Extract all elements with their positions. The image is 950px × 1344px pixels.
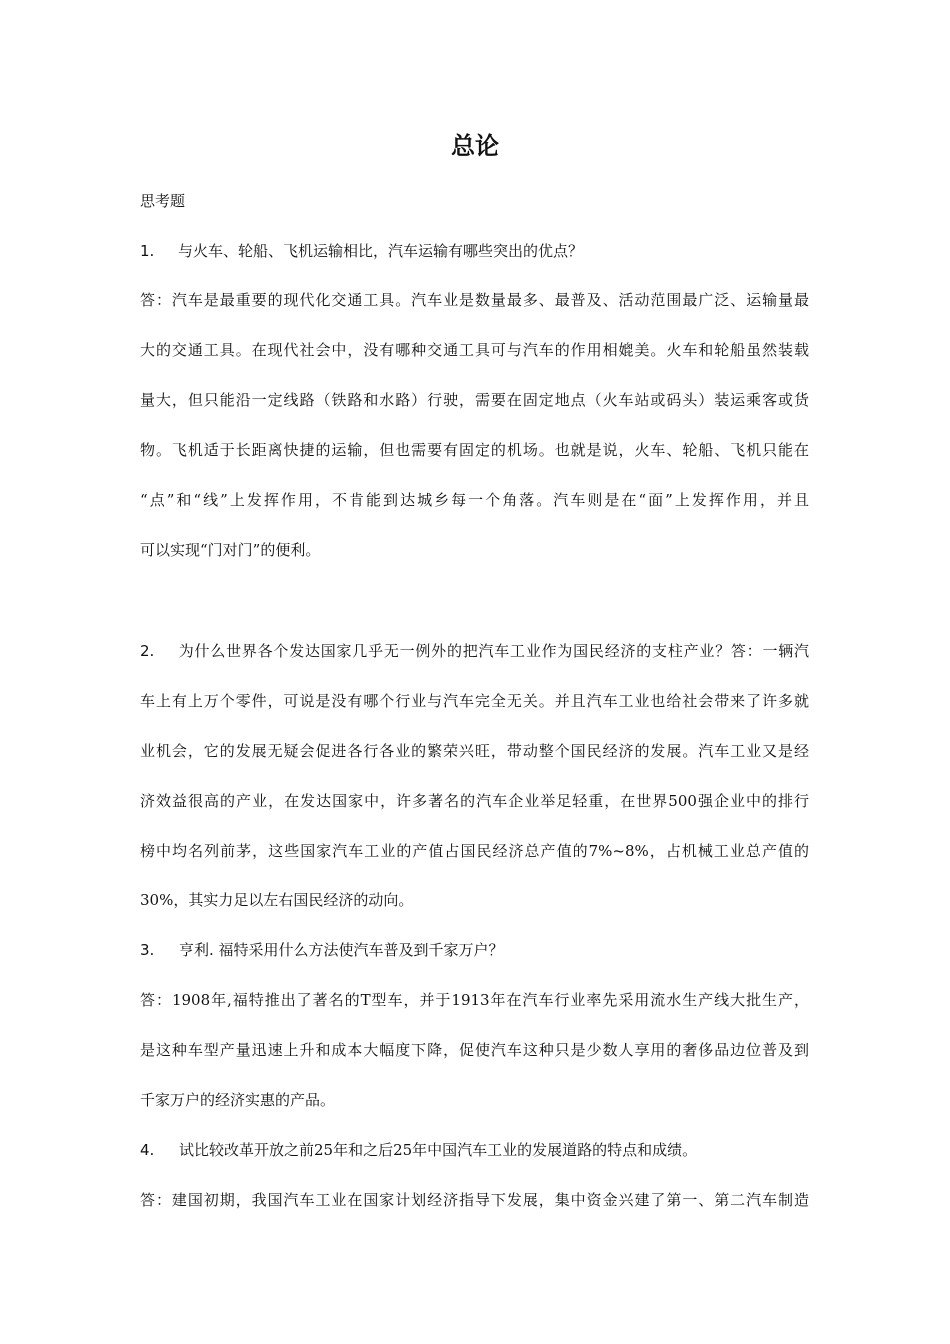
question-3-number: 3. [140, 941, 155, 959]
answer-2-line: 榜中均名列前茅，这些国家汽车工业的产值占国民经济总产值的7%~8%，占机械工业总产值的 [140, 842, 809, 860]
question-4-text: 试比较改革开放之前25年和之后25年中国汽车工业的发展道路的特点和成绩。 [179, 1141, 698, 1159]
answer-1-line: 大的交通工具。在现代社会中，没有哪种交通工具可与汽车的作用相媲美。火车和轮船虽然装载 [140, 341, 809, 359]
question-3 [140, 940, 504, 960]
answer-1-line: 可以实现“门对门”的便利。 [140, 541, 321, 559]
answer-1-line: 量大，但只能沿一定线路（铁路和水路）行驶，需要在固定地点（火车站或码头）装运乘客或货 [140, 391, 809, 409]
answer-1-line: 答：汽车是最重要的现代化交通工具。汽车业是数量最多、最普及、活动范围最广泛、运输量最 [140, 291, 809, 309]
question-3-text: 亨利. 福特采用什么方法使汽车普及到千家万户？ [179, 941, 504, 959]
question-1 [140, 241, 583, 261]
answer-2-line: 济效益很高的产业，在发达国家中，许多著名的汽车企业举足轻重，在世界500强企业中的排行 [140, 792, 809, 810]
answer-4-line: 答：建国初期，我国汽车工业在国家计划经济指导下发展，集中资金兴建了第一、第二汽车制造 [140, 1191, 809, 1209]
page-title: 总论 [451, 132, 499, 160]
question-2 [140, 641, 809, 661]
question-2-number: 2. [140, 642, 155, 660]
answer-3-line: 答：1908年,福特推出了著名的T型车，并于1913年在汽车行业率先采用流水生产线大批生产， [140, 991, 809, 1009]
question-2-text: 为什么世界各个发达国家几乎无一例外的把汽车工业作为国民经济的支柱产业？答：一辆汽 [178, 642, 809, 660]
answer-2-line: 业机会，它的发展无疑会促进各行各业的繁荣兴旺，带动整个国民经济的发展。汽车工业又是经 [140, 742, 809, 760]
question-4 [140, 1140, 697, 1160]
answer-2-line: 车上有上万个零件，可说是没有哪个行业与汽车完全无关。并且汽车工业也给社会带来了许多就 [140, 692, 809, 710]
section-subtitle: 思考题 [140, 192, 186, 210]
question-4-number: 4. [140, 1141, 155, 1159]
question-1-number: 1. [140, 242, 155, 260]
answer-3-line: 是这种车型产量迅速上升和成本大幅度下降，促使汽车这种只是少数人享用的奢侈品边位普及到 [140, 1041, 809, 1059]
answer-3-line: 千家万户的经济实惠的产品。 [140, 1091, 336, 1109]
answer-2-line: 30%，其实力足以左右国民经济的动向。 [140, 891, 414, 909]
question-1-text: 与火车、轮船、飞机运输相比，汽车运输有哪些突出的优点？ [178, 242, 584, 260]
answer-1-line: “点”和“线”上发挥作用，不肯能到达城乡每一个角落。汽车则是在“面”上发挥作用，并且 [140, 491, 809, 509]
answer-1-line: 物。飞机适于长距离快捷的运输，但也需要有固定的机场。也就是说，火车、轮船、飞机只能在 [140, 441, 809, 459]
